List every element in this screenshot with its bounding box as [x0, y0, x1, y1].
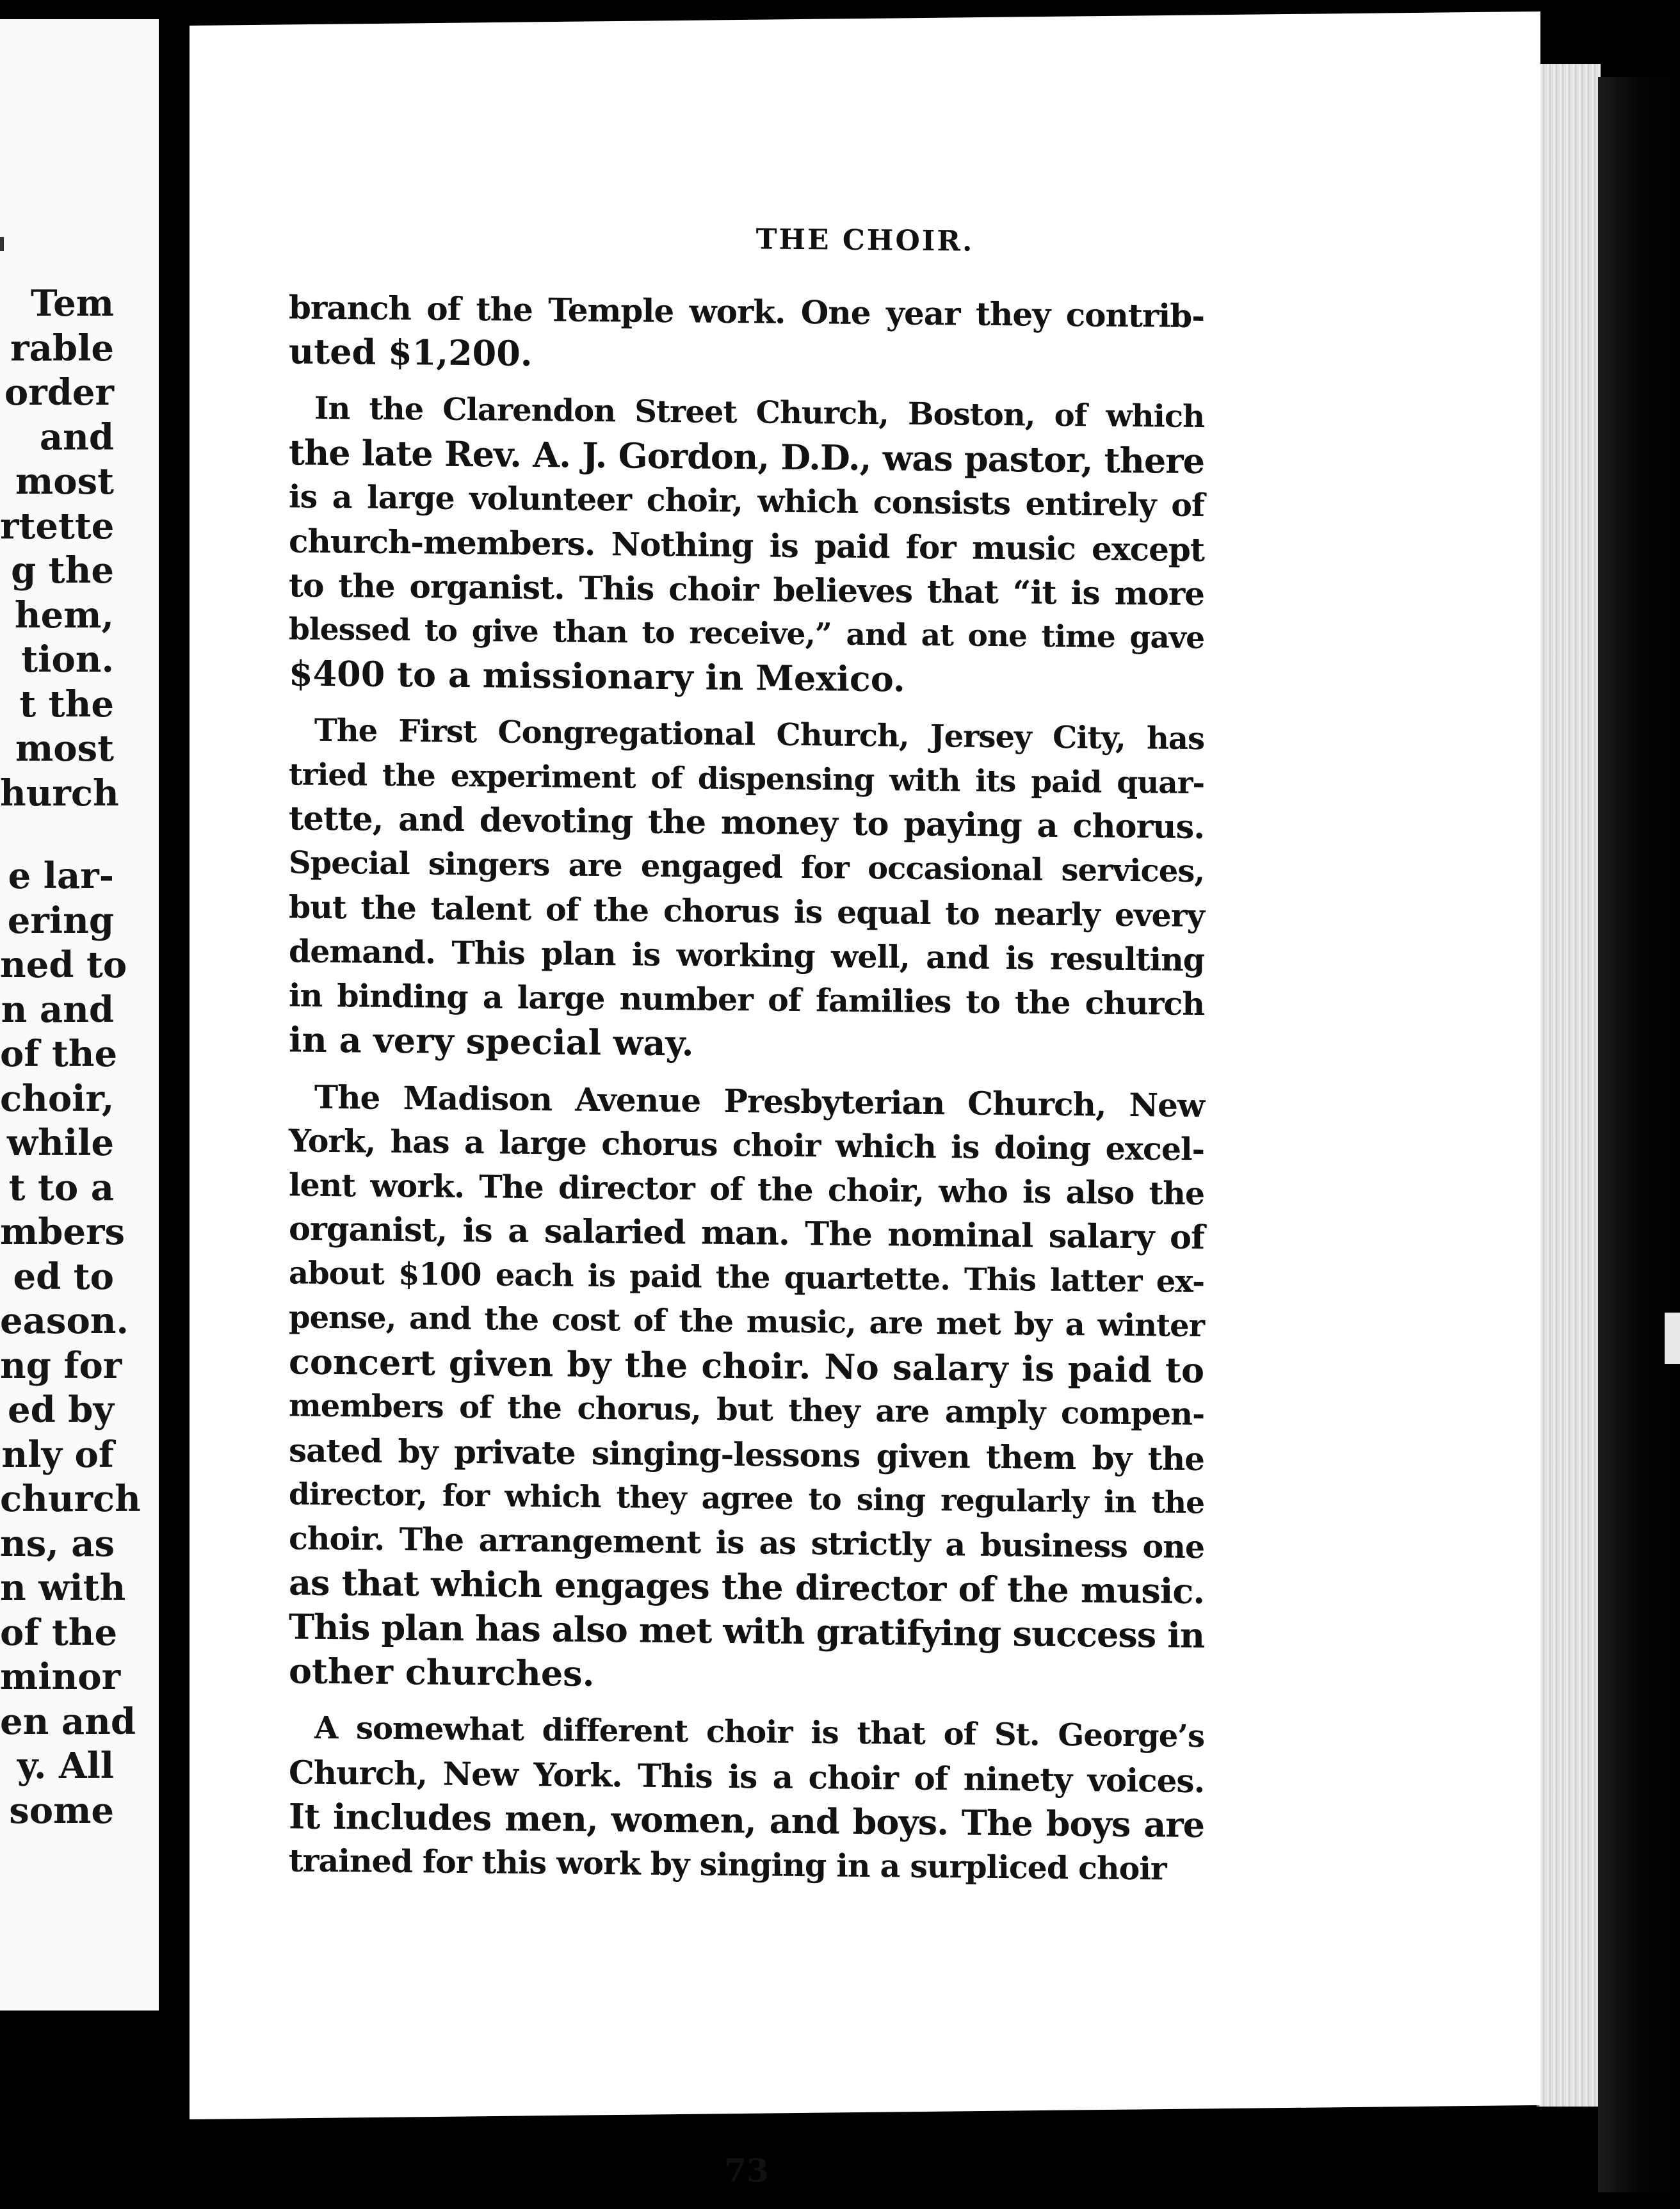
left-page-line: rable	[10, 327, 114, 369]
left-page-line: g the	[11, 549, 114, 592]
text-line: branch of the Temple work. One year they contrib-	[289, 288, 1204, 336]
text-line: is a large volunteer choir, which consists entirely of	[289, 478, 1204, 524]
left-page-line: y. All	[17, 1745, 114, 1787]
text-line: church-members. Nothing is paid for music except	[289, 522, 1204, 569]
left-page-line: hem,	[14, 594, 114, 636]
left-page-line: t to a	[8, 1166, 114, 1209]
text-line: demand. This plan is working well, and is resulting	[289, 932, 1204, 979]
left-page-line: of the	[0, 1611, 118, 1654]
paragraph	[289, 386, 1204, 704]
book-page	[190, 12, 1540, 2190]
text-line: tried the experiment of dispensing with its paid quar-	[289, 757, 1204, 802]
text-line: Special singers are engaged for occasional services,	[289, 845, 1204, 890]
page-content	[289, 24, 1441, 2190]
left-page-line: en and	[0, 1700, 136, 1743]
left-page-line: most	[15, 460, 114, 503]
left-page-line: choir,	[0, 1077, 115, 1120]
text-line: It includes men, women, and boys. The boys are	[289, 1795, 1204, 1846]
paragraph	[289, 285, 1204, 382]
text-line: This plan has also met with gratifying success in	[289, 1606, 1204, 1656]
left-page-line: ed to	[13, 1255, 114, 1298]
left-page-line: ns, as	[0, 1522, 115, 1565]
text-line: A somewhat different choir is that of St. George’s	[314, 1710, 1204, 1755]
left-page-line: church	[0, 1478, 141, 1520]
text-line: in binding a large number of families to the church	[289, 976, 1204, 1023]
text-line: concert given by the choir. No salary is paid to	[289, 1341, 1204, 1391]
spine-mark	[1665, 1313, 1680, 1364]
book-gutter	[159, 0, 191, 2192]
text-line: lent work. The director of the choir, who is also the	[289, 1166, 1204, 1213]
left-page-line: hurch	[0, 772, 119, 814]
paragraph	[289, 1074, 1204, 1702]
text-line: to the organist. This choir believes that “it is more	[289, 566, 1204, 613]
left-page-line: Tem	[30, 282, 114, 325]
left-page-line: ering	[7, 899, 114, 942]
left-page-line: ned to	[0, 944, 127, 986]
text-line: other churches.	[289, 1650, 595, 1694]
text-line: the late Rev. A. J. Gordon, D.D., was pastor, there	[289, 432, 1204, 482]
left-page-line: n and	[1, 988, 114, 1031]
text-line: choir. The arrangement is as strictly a business one	[289, 1519, 1204, 1566]
text-line: as that which engages the director of the music.	[289, 1562, 1204, 1612]
left-page-line: n with	[0, 1567, 126, 1609]
book-spine-shadow	[1598, 77, 1680, 2192]
left-page-text	[0, 282, 141, 1833]
ink-mark	[0, 237, 4, 251]
text-line: pense, and the cost of the music, are met by a winter	[289, 1299, 1204, 1345]
text-line: organist, is a salaried man. The nominal salary of	[289, 1210, 1204, 1258]
text-line: about $100 each is paid the quartette. This latter ex-	[289, 1255, 1204, 1300]
text-line: York, has a large chorus choir which is doing excel-	[289, 1122, 1204, 1169]
left-page-line: while	[6, 1122, 114, 1164]
left-page-line: rtette	[0, 505, 115, 547]
left-page-line: e lar-	[8, 855, 114, 897]
text-line: members of the chorus, but they are amply compen-	[289, 1388, 1204, 1433]
text-line: sated by private singing-lessons given them by the	[289, 1431, 1204, 1478]
left-page-line: t the	[19, 683, 114, 725]
left-page-line: mbers	[0, 1211, 125, 1253]
text-line: blessed to give than to receive,” and at one time gave	[289, 611, 1204, 656]
text-line: The First Congregational Church, Jersey City, has	[314, 712, 1204, 757]
text-line: $400 to a missionary in Mexico.	[289, 652, 905, 700]
running-head: THE CHOIR.	[755, 223, 974, 258]
left-page-line: and	[39, 416, 114, 458]
left-page-line: eason.	[0, 1300, 129, 1342]
text-line: trained for this work by singing in a surpliced choir	[289, 1841, 1167, 1888]
text-line: uted $1,200.	[289, 330, 533, 375]
left-page-line: minor	[0, 1656, 121, 1698]
left-page-line: some	[9, 1789, 114, 1832]
page-number: 73	[724, 2151, 769, 2190]
text-line: but the talent of the chorus is equal to nearly every	[289, 888, 1204, 935]
left-page-line: ed by	[8, 1389, 114, 1431]
left-page-line: ng for	[0, 1344, 122, 1387]
left-page-line	[0, 816, 114, 854]
text-line: director, for which they agree to sing regularly in the	[289, 1477, 1204, 1521]
body-text	[289, 285, 1204, 1904]
left-page-line: most	[15, 727, 114, 770]
paragraph	[289, 1706, 1204, 1891]
paragraph	[289, 708, 1204, 1071]
text-line: tette, and devoting the money to paying a chorus.	[289, 799, 1204, 847]
left-page-line: tion.	[21, 638, 114, 681]
text-line: in a very special way.	[289, 1019, 694, 1064]
text-line: Church, New York. This is a choir of ninety voices.	[289, 1753, 1204, 1800]
previous-page-fragment	[0, 19, 159, 2011]
left-page-line: nly of	[1, 1433, 114, 1476]
page-edges	[1537, 64, 1601, 2107]
left-page-line: order	[4, 371, 114, 414]
text-line: In the Clarendon Street Church, Boston, of which	[314, 390, 1204, 435]
left-page-line: of the	[0, 1033, 118, 1075]
text-line: The Madison Avenue Presbyterian Church, New	[314, 1078, 1204, 1125]
